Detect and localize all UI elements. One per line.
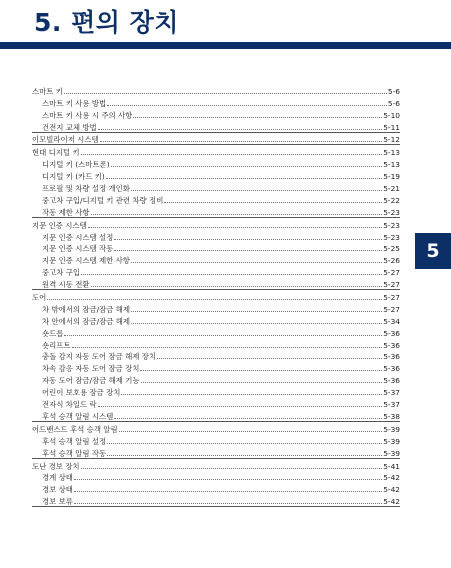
toc-entry-label: 이모빌라이저 시스템 [32, 135, 99, 145]
dot-leader [91, 214, 383, 215]
toc-entry-label: 현대 디지털 키 [32, 148, 80, 158]
toc-group [32, 133, 400, 146]
dot-leader [157, 358, 382, 359]
dot-leader [72, 347, 383, 348]
toc-subentry[interactable] [32, 314, 400, 326]
toc-entry[interactable] [32, 84, 400, 96]
toc-group [32, 218, 400, 290]
toc-entry-page: 5-10 [383, 110, 400, 120]
dot-leader [107, 443, 382, 444]
table-of-contents [32, 84, 400, 507]
toc-entry-page: 5-22 [383, 195, 400, 205]
toc-entry[interactable] [32, 218, 400, 230]
dot-leader [140, 370, 382, 371]
dot-leader [141, 382, 383, 383]
toc-entry-label: 지문 인증 시스템 [32, 220, 87, 230]
toc-group [32, 459, 400, 508]
toc-entry-label: 숏리프트 [42, 340, 71, 350]
dot-leader [164, 202, 382, 203]
toc-entry-label: 디지털 키 (카드 키) [42, 172, 105, 182]
toc-group [32, 84, 400, 133]
toc-entry-label: 스마트 키 [32, 86, 63, 96]
toc-entry-page: 5-13 [383, 148, 400, 158]
toc-subentry[interactable] [32, 96, 400, 108]
toc-entry-page: 5-27 [383, 280, 400, 290]
dot-leader [74, 491, 382, 492]
dot-leader [98, 129, 383, 130]
toc-subentry[interactable] [32, 230, 400, 242]
toc-entry-label: 차 밖에서의 잠금/잠금 해제 [42, 304, 131, 314]
toc-subentry[interactable] [32, 397, 400, 409]
dot-leader [133, 117, 382, 118]
toc-entry-page: 5-27 [383, 304, 400, 314]
toc-subentry[interactable] [32, 169, 400, 181]
dot-leader [74, 479, 382, 480]
toc-subentry[interactable] [32, 302, 400, 314]
toc-entry-label: 스마트 키 사용 시 주의 사항 [42, 110, 133, 120]
toc-entry[interactable] [32, 422, 400, 434]
dot-leader [91, 286, 383, 287]
dot-leader [106, 178, 382, 179]
toc-entry-page: 5-19 [383, 172, 400, 182]
toc-entry-page: 5-36 [383, 352, 400, 362]
toc-entry-page: 5-23 [383, 207, 400, 217]
toc-subentry[interactable] [32, 326, 400, 338]
toc-entry-label: 차속 감응 자동 도어 잠금 장치 [42, 364, 140, 374]
toc-entry[interactable] [32, 145, 400, 157]
toc-entry-label: 경보 보류 [42, 497, 73, 507]
toc-entry-label: 차 안에서의 잠금/잠금 해제 [42, 316, 131, 326]
dot-leader [100, 141, 383, 142]
toc-entry-label: 경보 상태 [42, 485, 73, 495]
toc-entry-label: 중고차 구입/디지털 키 관련 차량 정비 [42, 195, 164, 205]
toc-subentry[interactable] [32, 350, 400, 362]
dot-leader [131, 262, 382, 263]
title-rule [0, 42, 451, 49]
dot-leader [81, 274, 382, 275]
toc-entry[interactable] [32, 459, 400, 471]
dot-leader [47, 299, 382, 300]
toc-entry-page: 5-27 [383, 293, 400, 303]
dot-leader [64, 93, 387, 94]
toc-subentry[interactable] [32, 409, 400, 421]
dot-leader [98, 406, 383, 407]
toc-group [32, 422, 400, 459]
toc-subentry[interactable] [32, 361, 400, 373]
toc-entry-page: 5-37 [383, 400, 400, 410]
toc-entry-page: 5-36 [383, 340, 400, 350]
dot-leader [114, 239, 382, 240]
toc-entry-page: 5-6 [387, 86, 400, 96]
toc-entry[interactable] [32, 290, 400, 302]
dot-leader [111, 166, 383, 167]
toc-entry-page: 5-42 [383, 473, 400, 483]
toc-entry-label: 도난 경보 장치 [32, 461, 80, 471]
toc-entry-label: 도어 [32, 293, 47, 303]
toc-entry-page: 5-39 [383, 448, 400, 458]
toc-entry-label: 충돌 감지 자동 도어 잠금 해제 장치 [42, 352, 157, 362]
toc-entry-page: 5-23 [383, 232, 400, 242]
toc-subentry[interactable] [32, 446, 400, 458]
toc-subentry[interactable] [32, 108, 400, 120]
toc-subentry[interactable] [32, 338, 400, 350]
toc-entry-label: 후석 승객 알림 시스템 [42, 411, 114, 421]
toc-entry-label: 전자식 차일드 락 [42, 400, 97, 410]
toc-group [32, 145, 400, 217]
toc-entry-page: 5-34 [383, 316, 400, 326]
toc-entry-label: 어드밴스드 후석 승객 알림 [32, 424, 118, 434]
dot-leader [131, 311, 382, 312]
dot-leader [64, 335, 382, 336]
dot-leader [114, 418, 382, 419]
toc-entry-page: 5-23 [383, 220, 400, 230]
toc-subentry[interactable] [32, 265, 400, 277]
dot-leader [119, 431, 383, 432]
toc-entry-label: 중고차 구입 [42, 268, 81, 278]
dot-leader [81, 154, 383, 155]
toc-entry-page: 5-11 [383, 122, 400, 132]
toc-subentry[interactable] [32, 205, 400, 217]
dot-leader [114, 250, 382, 251]
toc-group [32, 290, 400, 422]
toc-entry-label: 지문 인증 시스템 작동 [42, 244, 114, 254]
toc-entry-page: 5-36 [383, 328, 400, 338]
toc-entry-page: 5-36 [383, 364, 400, 374]
toc-entry-page: 5-27 [383, 268, 400, 278]
toc-entry-label: 스마트 키 사용 방법 [42, 98, 107, 108]
toc-entry-page: 5-37 [383, 388, 400, 398]
toc-entry-label: 지문 인증 시스템 제한 사항 [42, 256, 130, 266]
dot-leader [131, 190, 382, 191]
toc-entry-label: 경계 상태 [42, 473, 73, 483]
toc-entry-label: 작동 제한 사항 [42, 207, 90, 217]
toc-entry-label: 디지털 키 (스마트폰) [42, 160, 110, 170]
toc-subentry[interactable] [32, 253, 400, 265]
toc-entry-label: 후석 승객 알림 작동 [42, 448, 107, 458]
toc-entry-page: 5-21 [383, 184, 400, 194]
toc-entry-label: 원격 시동 전환 [42, 280, 90, 290]
toc-subentry[interactable] [32, 471, 400, 483]
toc-entry-page: 5-42 [383, 485, 400, 495]
dot-leader [131, 323, 382, 324]
toc-entry-page: 5-39 [383, 424, 400, 434]
toc-subentry[interactable] [32, 277, 400, 289]
toc-entry-label: 자동 도어 잠금/잠금 해제 기능 [42, 376, 140, 386]
toc-subentry[interactable] [32, 385, 400, 397]
toc-subentry[interactable] [32, 434, 400, 446]
toc-entry-page: 5-41 [383, 461, 400, 471]
toc-subentry[interactable] [32, 373, 400, 385]
toc-entry-page: 5-25 [383, 244, 400, 254]
toc-entry-label: 지문 인증 시스템 설정 [42, 232, 114, 242]
toc-entry-page: 5-36 [383, 376, 400, 386]
toc-entry-label: 건전지 교체 방법 [42, 122, 97, 132]
toc-entry-label: 프로필 및 차량 설정 개인화 [42, 184, 130, 194]
toc-entry-page: 5-6 [387, 98, 400, 108]
toc-entry[interactable] [32, 133, 400, 145]
toc-entry-page: 5-42 [383, 497, 400, 507]
toc-entry-label: 숏드롭 [42, 328, 64, 338]
dot-leader [107, 105, 387, 106]
toc-subentry[interactable] [32, 181, 400, 193]
chapter-title: 5. 편의 장치 [34, 8, 179, 37]
toc-subentry[interactable] [32, 157, 400, 169]
toc-subentry[interactable] [32, 120, 400, 132]
toc-subentry[interactable] [32, 494, 400, 506]
toc-entry-page: 5-39 [383, 436, 400, 446]
dot-leader [88, 227, 383, 228]
dot-leader [107, 455, 382, 456]
chapter-tab: 5 [415, 233, 451, 269]
toc-entry-label: 후석 승객 알림 설정 [42, 436, 107, 446]
toc-entry-label: 어린이 보호용 잠금 장치 [42, 388, 121, 398]
toc-entry-page: 5-12 [383, 135, 400, 145]
toc-subentry[interactable] [32, 242, 400, 254]
toc-subentry[interactable] [32, 482, 400, 494]
toc-subentry[interactable] [32, 193, 400, 205]
dot-leader [121, 394, 382, 395]
toc-entry-page: 5-13 [383, 160, 400, 170]
dot-leader [81, 468, 383, 469]
toc-entry-page: 5-38 [383, 411, 400, 421]
dot-leader [74, 503, 382, 504]
toc-entry-page: 5-26 [383, 256, 400, 266]
